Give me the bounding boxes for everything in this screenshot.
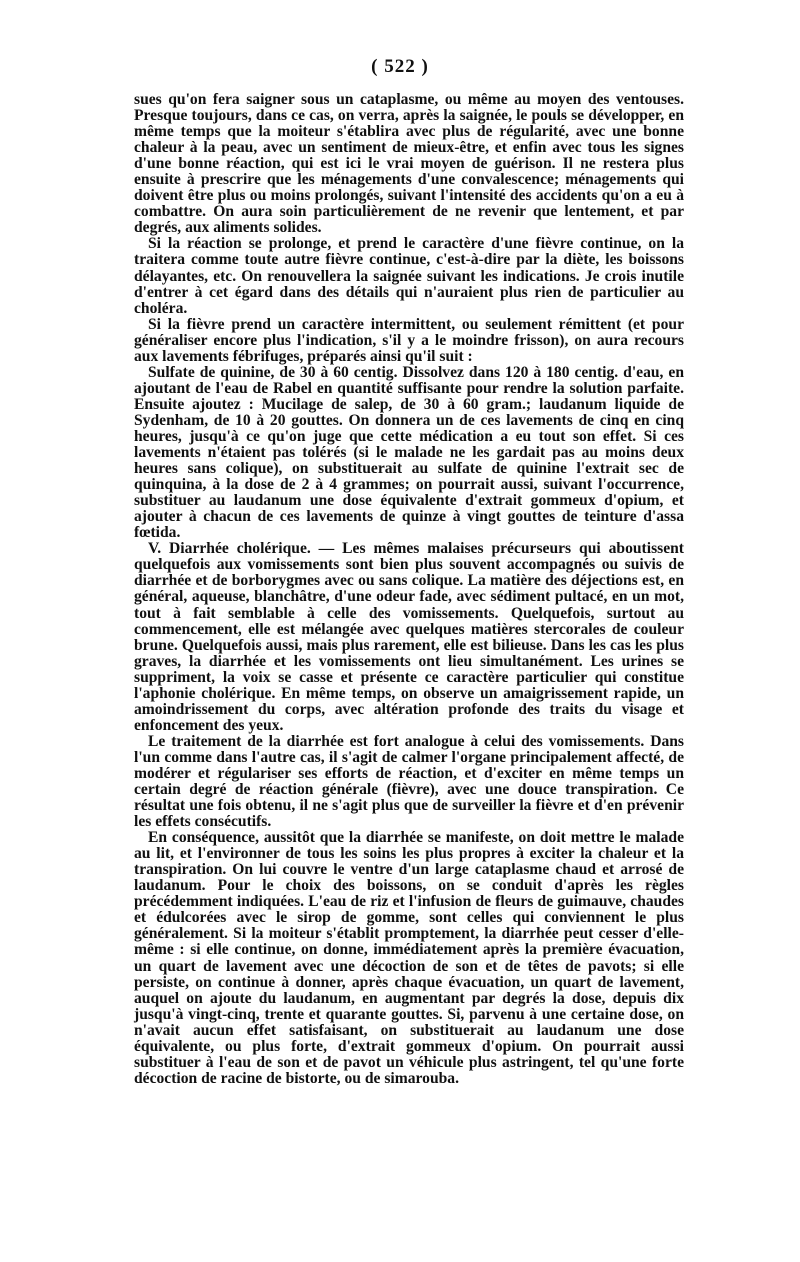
body-text [134,92,684,1087]
paragraph-diarrhea-treatment: Le traitement de la diarrhée est fort analogue à celui des vomissements. Dans l'un comme dans l'autre cas, il s'agit de calmer l'organe principalement affecté, de modérer et régulariser ses efforts de réaction, et d'exciter en même temps un certain degré de réaction générale (fièvre), avec une douce transpiration. Ce résultat une fois obtenu, il ne s'agit plus que de surveiller la fièvre et d'en prévenir les effets consécutifs. [134,732,684,831]
paragraph-diarrhea-section: V. Diarrhée cholérique. — Les mêmes malaises précurseurs qui aboutissent quelquefois aux vomissements sont bien plus souvent accompagnés ou suivis de diarrhée et de borborygmes avec ou sans colique. La matière des déjections est, en général, aqueuse, blanchâtre, d'une odeur fade, avec sédiment pultacé, en un mot, tout à fait semblable à celle des vomissements. Quelquefois, surtout au commencement, elle est mélangée avec quelques matières stercorales de couleur brune. Quelquefois aussi, mais plus rarement, elle est bilieuse. Dans les cas les plus graves, la diarrhée et les vomissements ont lieu simultanément. Les urines se suppriment, la voix se casse et présente ce caractère particulier qui constitue l'aphonie cholérique. En même temps, on observe un amaigrissement rapide, un amoindrissement du corps, avec altération profonde des traits du visage et enfoncement des yeux. [134,540,684,734]
paragraph-continuation: sues qu'on fera saigner sous un cataplasme, ou même au moyen des ventouses. Presque toujours, dans ce cas, on verra, après la saignée, le pouls se développer, en même temps que la moiteur s'établira avec plus de régularité, avec une bonne chaleur à la peau, avec un sentiment de mieux-être, et enfin avec tous les signes d'une bonne réaction, qui est ici le vrai moyen de guérison. Il ne restera plus ensuite à prescrire que les ménagements d'une convalescence; ménagements qui doivent être plus ou moins prolongés, suivant l'intensité des accidents qu'on a eu à combattre. On aura soin particulièrement de ne revenir que lentement, et par degrés, aux aliments solides. [134,91,684,237]
paragraph-fever-intermittent: Si la fièvre prend un caractère intermittent, ou seulement rémittent (et pour généraliser encore plus l'indication, s'il y a le moindre frisson), on aura recours aux lavements fébrifuges, préparés ainsi qu'il suit : [134,315,684,365]
paragraph-fever-continuous: Si la réaction se prolonge, et prend le caractère d'une fièvre continue, on la traitera comme toute autre fièvre continue, c'est-à-dire par la diète, les boissons délayantes, etc. On renouvellera la saignée suivant les indications. Je crois inutile d'entrer à cet égard dans des détails qui n'auraient plus rien de particulier au choléra. [134,235,684,317]
page-number: ( 522 ) [371,56,429,77]
paragraph-consequence: En conséquence, aussitôt que la diarrhée se manifeste, on doit mettre le malade au lit, et l'environner de tous les soins les plus propres à exciter la chaleur et la transpiration. On lui couvre le ventre d'un large cataplasme chaud et arrosé de laudanum. Pour le choix des boissons, on se conduit d'après les règles précédemment indiquées. L'eau de riz et l'infusion de fleurs de guimauve, chaudes et édulcorées avec le sirop de gomme, sont celles qui conviennent le plus généralement. Si la moiteur s'établit promptement, la diarrhée peut cesser d'elle-même : si elle continue, on donne, immédiatement après la première évacuation, un quart de lavement avec une décoction de son et de têtes de pavots; si elle persiste, on continue à donner, après chaque évacuation, un quart de lavement, auquel on ajoute du laudanum, en augmentant par degrés la dose, depuis dix jusqu'à vingt-cinq, trente et quarante gouttes. Si, parvenu à une certaine dose, on n'avait aucun effet satisfaisant, on substituerait au laudanum une dose équivalente, ou plus forte, d'extrait gommeux d'opium. On pourrait aussi substituer à l'eau de son et de pavot un véhicule plus astringent, tel qu'une forte décoction de racine de bistorte, ou de simarouba. [134,829,684,1087]
paragraph-quinine-recipe: Sulfate de quinine, de 30 à 60 centig. Dissolvez dans 120 à 180 centig. d'eau, en ajoutant de l'eau de Rabel en quantité suffisante pour rendre la solution parfaite. Ensuite ajoutez : Mucilage de salep, de 30 à 60 gram.; laudanum liquide de Sydenham, de 10 à 20 gouttes. On donnera un de ces lavements de cinq en cinq heures, jusqu'à ce qu'on juge que cette médication a eu tout son effet. Si ces lavements n'étaient pas tolérés (si le malade ne les gardait pas au moins deux heures sans colique), on substituerait au sulfate de quinine l'extrait sec de quinquina, à la dose de 2 à 4 grammes; on pourrait aussi, suivant l'occurrence, substituer au laudanum une dose équivalente d'extrait gommeux d'opium, et ajouter à chacun de ces lavements de quinze à vingt gouttes de teinture d'assa fœtida. [134,363,684,542]
